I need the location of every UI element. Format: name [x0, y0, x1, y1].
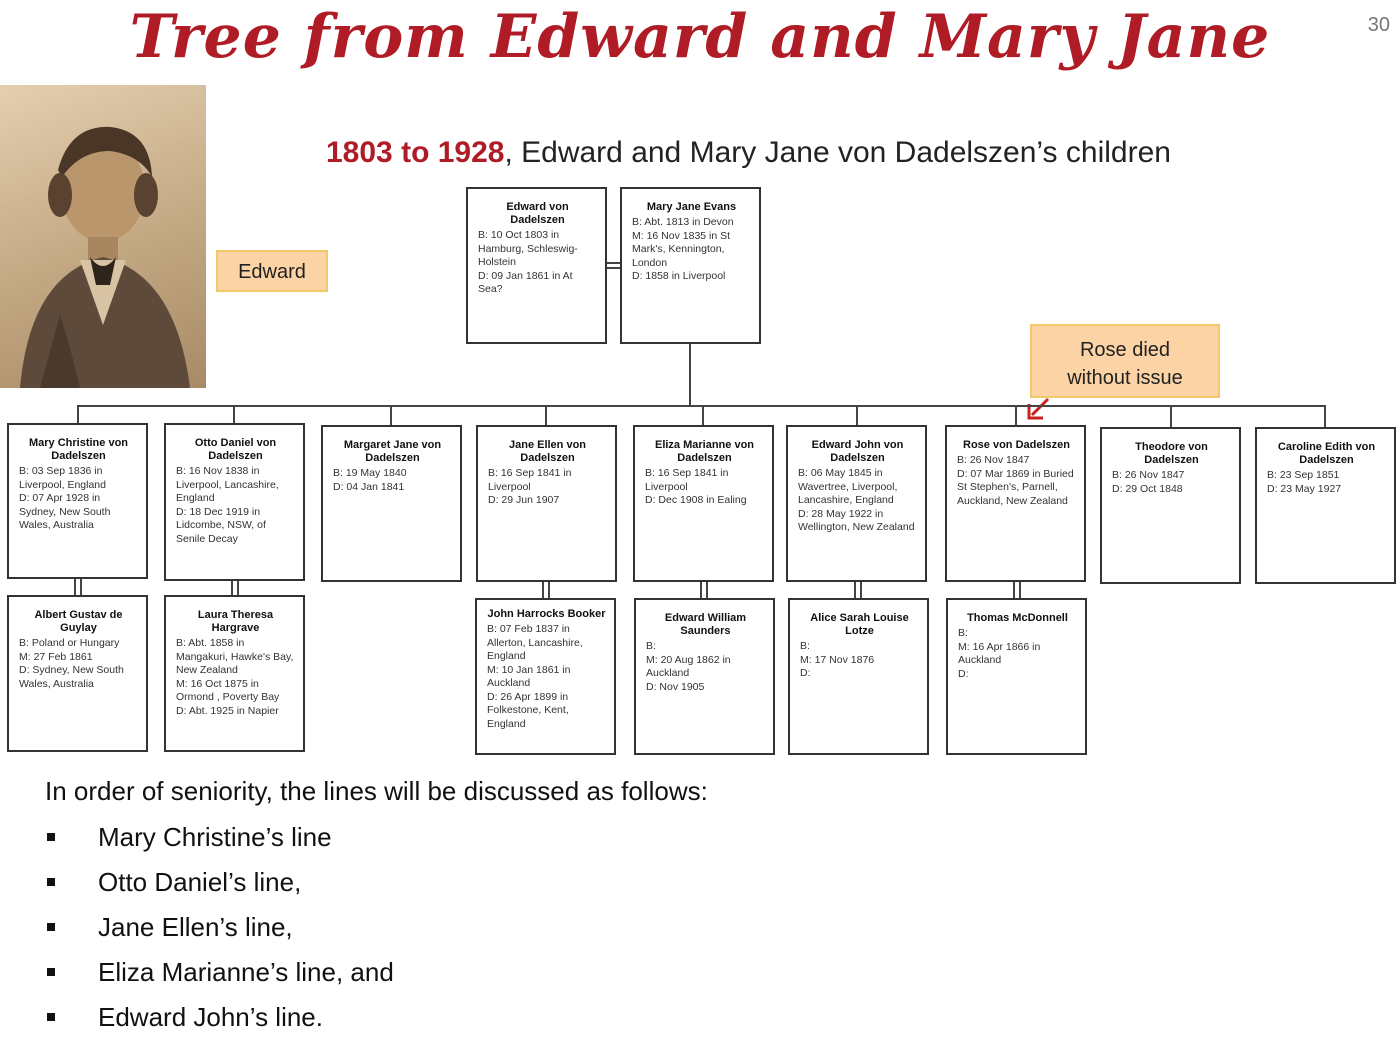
spouse-box-albert-gustav	[7, 595, 148, 752]
child-box-edward-john	[786, 425, 927, 582]
rose-callout-line1: Rose died	[1079, 339, 1171, 361]
person-detail: B: Abt. 1813 in Devon	[632, 216, 734, 228]
person-detail: B:	[958, 627, 968, 639]
subtitle	[326, 136, 1171, 170]
marriage-line-bottom	[606, 267, 620, 269]
bullet-item	[45, 862, 394, 907]
child-drop	[77, 405, 79, 423]
child-drop	[1170, 405, 1172, 427]
bullet-text: Mary Christine’s line	[98, 822, 332, 852]
person-detail: M: 20 Aug 1862 in Auckland	[646, 653, 731, 679]
person-detail: B: Poland or Hungary	[19, 637, 120, 649]
intro-text: In order of seniority, the lines will be discussed as follows:	[45, 776, 708, 806]
bullet-text: Jane Ellen’s line,	[98, 912, 293, 942]
spouse-box-laura-theresa	[164, 595, 305, 752]
person-detail: D: Sydney, New South Wales, Australia	[19, 664, 124, 690]
person-detail: D: Abt. 1925 in Napier	[176, 704, 279, 717]
person-detail: D:	[800, 667, 811, 679]
person-detail: D: Nov 1905	[646, 680, 705, 693]
spouse-link-left	[1013, 580, 1015, 598]
person-name: Mary Jane Evans	[646, 201, 737, 213]
person-detail: D: 28 May 1922 in Wellington, New Zealand	[798, 507, 915, 533]
bullet-square-icon	[47, 878, 55, 886]
subtitle-years: 1803 to 1928	[326, 136, 505, 169]
person-detail: D: Dec 1908 in Ealing	[645, 494, 747, 506]
person-detail: B: 03 Sep 1836 in Liverpool, England	[19, 465, 106, 491]
person-detail: D: 1858 in Liverpool	[632, 270, 726, 282]
child-drop	[545, 405, 547, 425]
child-drop	[390, 405, 392, 425]
spouse-link-left	[854, 580, 856, 598]
bullet-list	[45, 817, 394, 1042]
child-drop	[1015, 405, 1017, 425]
spouse-link-right	[237, 580, 239, 595]
child-box-jane-ellen	[476, 425, 617, 582]
bullet-square-icon	[47, 968, 55, 976]
person-detail: B: 23 Sep 1851	[1267, 469, 1340, 481]
person-detail: M: 17 Nov 1876	[800, 653, 875, 666]
spouse-link-left	[542, 580, 544, 598]
person-detail: B: 19 May 1840	[333, 467, 407, 479]
person-detail: B: 07 Feb 1837 in Allerton, Lancashire, England	[487, 623, 583, 662]
portrait-photo	[0, 85, 206, 388]
person-name: John Harrocks Booker	[487, 608, 606, 620]
person-name: Thomas McDonnell	[967, 612, 1068, 624]
bullet-item	[45, 817, 394, 862]
person-detail: D: 26 Apr 1899 in Folkestone, Kent, England	[487, 690, 569, 730]
page-title: Tree from Edward and Mary Jane	[129, 2, 1271, 72]
person-name: Edward William Saunders	[664, 612, 747, 637]
bullet-square-icon	[47, 923, 55, 931]
bullet-item	[45, 997, 394, 1042]
person-detail: B: Abt. 1858 in Mangakuri, Hawke's Bay, New Zealand	[176, 637, 294, 676]
marriage-line-top	[606, 262, 620, 264]
person-detail: M: 10 Jan 1861 in Auckland	[487, 663, 571, 689]
person-detail: B: 26 Nov 1847	[1112, 469, 1185, 481]
spouse-link-right	[548, 580, 550, 598]
person-detail: B: 26 Nov 1847	[957, 454, 1030, 466]
person-detail: D: 04 Jan 1841	[333, 480, 405, 493]
bullet-square-icon	[47, 1013, 55, 1021]
person-name: Edward von Dadelszen	[506, 201, 569, 226]
person-detail: B: 10 Oct 1803 in Hamburg, Schleswig-Holstein	[478, 229, 578, 268]
spouse-box-edward-william	[634, 598, 775, 755]
bullet-text: Eliza Marianne’s line, and	[98, 957, 394, 987]
person-name: Edward John von Dadelszen	[811, 439, 904, 464]
rose-callout-line2: without issue	[1067, 367, 1183, 389]
person-name: Caroline Edith von Dadelszen	[1277, 441, 1376, 466]
person-name: Mary Christine von Dadelszen	[28, 437, 129, 462]
bullet-item	[45, 907, 394, 952]
child-box-margaret-jane	[321, 425, 462, 582]
slide-number: 30	[1367, 14, 1390, 36]
person-detail: B: 16 Nov 1838 in Liverpool, Lancashire, England	[176, 465, 279, 504]
child-box-rose	[945, 425, 1086, 582]
person-box-mary-jane	[620, 187, 761, 344]
subtitle-text: , Edward and Mary Jane von Dadelszen’s children	[504, 136, 1171, 169]
spouse-link-right	[860, 580, 862, 598]
person-name: Theodore von Dadelszen	[1135, 441, 1208, 466]
child-box-theodore	[1100, 427, 1241, 584]
person-detail: D: 29 Jun 1907	[488, 494, 560, 506]
spouse-link-right	[706, 580, 708, 598]
person-box-edward	[466, 187, 607, 344]
person-detail: M: 16 Nov 1835 in St Mark's, Kennington, London	[632, 229, 731, 269]
bullet-square-icon	[47, 833, 55, 841]
bullet-item	[45, 952, 394, 997]
person-detail: B:	[800, 640, 810, 652]
person-name: Eliza Marianne von Dadelszen	[654, 439, 755, 464]
child-drop	[233, 405, 235, 423]
child-box-caroline-edith	[1255, 427, 1396, 584]
child-drop	[1324, 405, 1326, 427]
child-box-eliza-marianne	[633, 425, 774, 582]
person-detail: B:	[646, 640, 656, 652]
person-detail: D: 18 Dec 1919 in Lidcombe, NSW, of Senile Decay	[176, 505, 266, 545]
spouse-box-thomas-mcdonnell	[946, 598, 1087, 755]
person-detail: M: 16 Apr 1866 in Auckland	[958, 640, 1041, 666]
bullet-text: Otto Daniel’s line,	[98, 867, 302, 897]
spouse-link-left	[700, 580, 702, 598]
person-name: Jane Ellen von Dadelszen	[508, 439, 587, 464]
child-drop	[702, 405, 704, 425]
person-name: Albert Gustav de Guylay	[34, 609, 123, 634]
person-name: Laura Theresa Hargrave	[197, 609, 274, 634]
child-drop	[856, 405, 858, 425]
edward-callout: Edward	[216, 250, 328, 292]
portrait-illustration	[0, 85, 206, 388]
spouse-link-right	[80, 578, 82, 595]
person-detail: B: 16 Sep 1841 in Liverpool	[645, 467, 729, 493]
person-detail: M: 27 Feb 1861	[19, 650, 93, 663]
child-box-otto-daniel	[164, 423, 305, 581]
person-name: Otto Daniel von Dadelszen	[194, 437, 277, 462]
spouse-link-left	[74, 578, 76, 595]
person-detail: D: 23 May 1927	[1267, 482, 1342, 495]
parent-drop-line	[689, 343, 691, 406]
person-detail: D: 29 Oct 1848	[1112, 482, 1183, 495]
person-name: Rose von Dadelszen	[963, 439, 1070, 451]
spouse-link-left	[231, 580, 233, 595]
person-detail: D: 09 Jan 1861 in At Sea?	[478, 269, 573, 295]
spouse-box-john-harrocks	[475, 598, 616, 755]
person-name: Margaret Jane von Dadelszen	[343, 439, 442, 464]
person-detail: B: 06 May 1845 in Wavertree, Liverpool, Lancashire, England	[798, 467, 898, 506]
rose-callout	[1030, 324, 1220, 398]
spouse-box-alice-sarah	[788, 598, 929, 755]
person-detail: B: 16 Sep 1841 in Liverpool	[488, 467, 572, 493]
person-detail: M: 16 Oct 1875 in Ormond , Poverty Bay	[176, 677, 280, 703]
person-detail: D: 07 Mar 1869 in Buried St Stephen's, Parnell, Auckland, New Zealand	[957, 467, 1074, 507]
person-name: Alice Sarah Louise Lotze	[810, 612, 909, 637]
bullet-text: Edward John’s line.	[98, 1002, 323, 1032]
person-detail: D:	[958, 667, 969, 680]
arrow-icon	[1024, 396, 1054, 424]
person-detail: D: 07 Apr 1928 in Sydney, New South Wales, Australia	[19, 492, 111, 531]
spouse-link-right	[1019, 580, 1021, 598]
child-box-mary-christine	[7, 423, 148, 579]
